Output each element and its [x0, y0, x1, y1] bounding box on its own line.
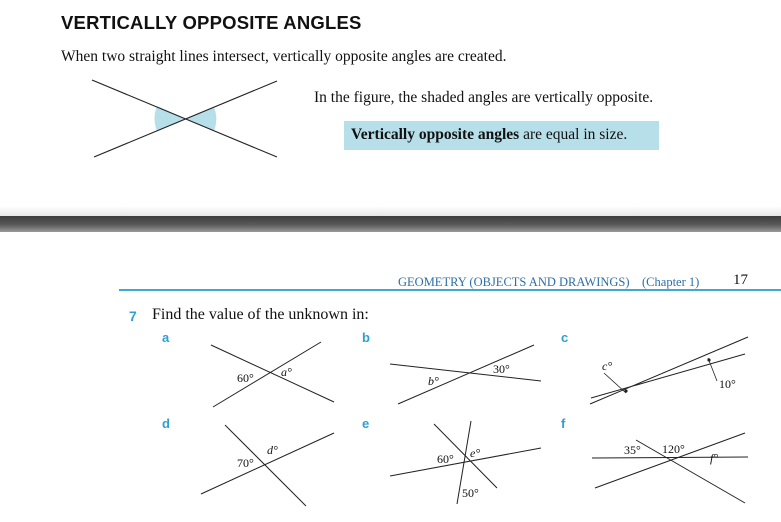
a-known-angle: 60° [237, 371, 254, 385]
running-head: GEOMETRY (OBJECTS AND DRAWINGS) (Chapter 1) [398, 275, 700, 289]
header-rule [119, 289, 781, 291]
shaded-angle-right [186, 107, 216, 131]
e-known-angle-2: 50° [462, 486, 479, 500]
part-a-letter: a [162, 330, 170, 345]
question-text: Find the value of the unknown in: [152, 306, 369, 323]
f-known-angle-2: 120° [662, 442, 685, 456]
e-known-angle-1: 60° [437, 452, 454, 466]
c-known-angle: 10° [719, 377, 736, 391]
part-e-letter: e [362, 416, 370, 431]
d-unknown-angle: d° [267, 443, 278, 457]
diagram-c [590, 337, 748, 404]
f-unknown-angle: f° [710, 451, 719, 465]
figure-line-1 [92, 80, 277, 157]
page-divider [0, 216, 781, 232]
page-heading: VERTICALLY OPPOSITE ANGLES [61, 12, 362, 33]
part-c-letter: c [561, 330, 569, 345]
part-b-letter: b [362, 330, 370, 345]
diagram-a [211, 342, 334, 407]
f-known-angle-1: 35° [624, 443, 641, 457]
part-f-letter: f [561, 416, 566, 431]
figure-note: In the figure, the shaded angles are vertically opposite. [314, 89, 654, 106]
part-d-letter: d [162, 416, 170, 431]
e-unknown-angle: e° [470, 446, 481, 460]
intro-text: When two straight lines intersect, vertically opposite angles are created. [61, 48, 507, 65]
page-number: 17 [733, 272, 748, 288]
diagram-b [390, 345, 541, 404]
rule-rest: are equal in size. [519, 126, 628, 143]
shaded-angle-left [155, 106, 186, 131]
rule-text [351, 126, 627, 144]
intro-figure [92, 80, 277, 157]
b-unknown-angle: b° [428, 374, 439, 388]
question-number: 7 [129, 308, 137, 324]
d-known-angle: 70° [237, 456, 254, 470]
rule-bold: Vertically opposite angles [351, 126, 520, 143]
page-shadow [0, 206, 781, 216]
c-unknown-angle: c° [602, 359, 613, 373]
a-unknown-angle: a° [281, 365, 292, 379]
diagram-d [201, 425, 334, 506]
b-known-angle: 30° [493, 362, 510, 376]
